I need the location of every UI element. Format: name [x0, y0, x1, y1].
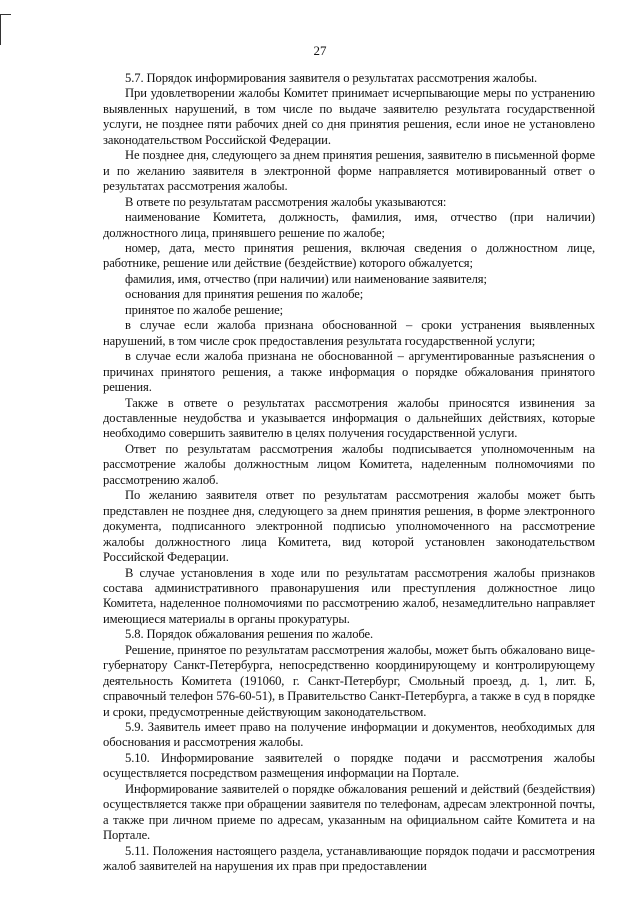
paragraph: в случае если жалоба признана не обоснованной – аргументированные разъяснения о причинах принятого решения, а также информация о порядке обжалования принятого решения.: [103, 349, 595, 395]
paragraph: 5.11. Положения настоящего раздела, устанавливающие порядок подачи и рассмотрения жалоб заявителей на нарушения их прав при предоставлении: [103, 843, 595, 874]
paragraph: Также в ответе о результатах рассмотрения жалобы приносятся извинения за доставленные неудобства и указывается информация о дальнейших действиях, которые необходимо совершить заявителю в целях получения государственной услуги.: [103, 395, 595, 441]
paragraph: Информирование заявителей о порядке обжалования решений и действий (бездействия) осуществляется также при обращении заявителя по телефонам, адресам электронной почты, а также при личном приеме по адресам, указанным на официальном сайте Комитета и на Портале.: [103, 781, 595, 843]
paragraph: По желанию заявителя ответ по результатам рассмотрения жалобы может быть представлен не позднее дня, следующего за днем принятия решения, в форме электронного документа, подписанного электронной подписью уполномоченного на рассмотрение жалобы должностного лица Комитета, вид которой установлен законодательством Российской Федерации.: [103, 488, 595, 565]
paragraph: фамилия, имя, отчество (при наличии) или наименование заявителя;: [125, 271, 487, 286]
paragraph: В случае установления в ходе или по результатам рассмотрения жалобы признаков состава административного правонарушения или преступления должностное лицо Комитета, наделенное полномочиями по рассмотрению жалоб, незамедлительно направляет имеющиеся материалы в органы прокуратуры.: [103, 565, 595, 626]
paragraph: Не позднее дня, следующего за днем принятия решения, заявителю в письменной форме и по желанию заявителя в электронной форме направляется мотивированный ответ о результатах рассмотрения жалобы.: [103, 148, 595, 194]
body-text: [103, 71, 595, 875]
paragraph: 5.8. Порядок обжалования решения по жалобе.: [125, 627, 374, 642]
paragraph: 5.9. Заявитель имеет право на получение информации и документов, необходимых для обоснования и рассмотрения жалобы.: [103, 720, 595, 750]
paragraph: наименование Комитета, должность, фамилия, имя, отчество (при наличии) должностного лица, принявшего решение по жалобе;: [103, 210, 595, 240]
scan-edge-mark: [0, 14, 11, 45]
paragraph: В ответе по результатам рассмотрения жалобы указываются:: [125, 194, 447, 209]
paragraph: 5.10. Информирование заявителей о порядке подачи и рассмотрения жалобы осуществляется посредством размещения информации на Портале.: [103, 750, 595, 781]
paragraph: Решение, принятое по результатам рассмотрения жалобы, может быть обжаловано вице-губернатору Санкт-Петербурга, непосредственно координирующему и контролирующему деятельность Комитета (191060, г. Санкт-Петербург, Смольный проезд, д. 1, лит. Б, справочный телефон 576-60-51), в Правительство Санкт-Петербурга, а также в суд в порядке и сроки, предусмотренные действующим законодательством.: [103, 642, 595, 719]
paragraph: 5.7. Порядок информирования заявителя о результатах рассмотрения жалобы.: [125, 71, 538, 85]
paragraph: Ответ по результатам рассмотрения жалобы подписывается уполномоченным на рассмотрение жалобы должностным лицом Комитета, наделенным полномочиями по рассмотрению жалоб.: [103, 441, 595, 487]
page-number: 27: [313, 43, 327, 58]
paragraph: номер, дата, место принятия решения, включая сведения о должностном лице, работнике, решение или действие (бездействие) которого обжалуется;: [103, 240, 595, 271]
paragraph: основания для принятия решения по жалобе;: [125, 287, 364, 302]
paragraph: принятое по жалобе решение;: [125, 302, 284, 317]
paragraph: При удовлетворении жалобы Комитет принимает исчерпывающие меры по устранению выявленных нарушений, в том числе по выдаче заявителю результата государственной услуги, не позднее пяти рабочих дней со дня принятия решения, если иное не установлено законодательством Российской Федерации.: [103, 86, 595, 147]
paragraph: в случае если жалоба признана обоснованной – сроки устранения выявленных нарушений, в том числе срок предоставления результата государственной услуги;: [103, 318, 595, 348]
